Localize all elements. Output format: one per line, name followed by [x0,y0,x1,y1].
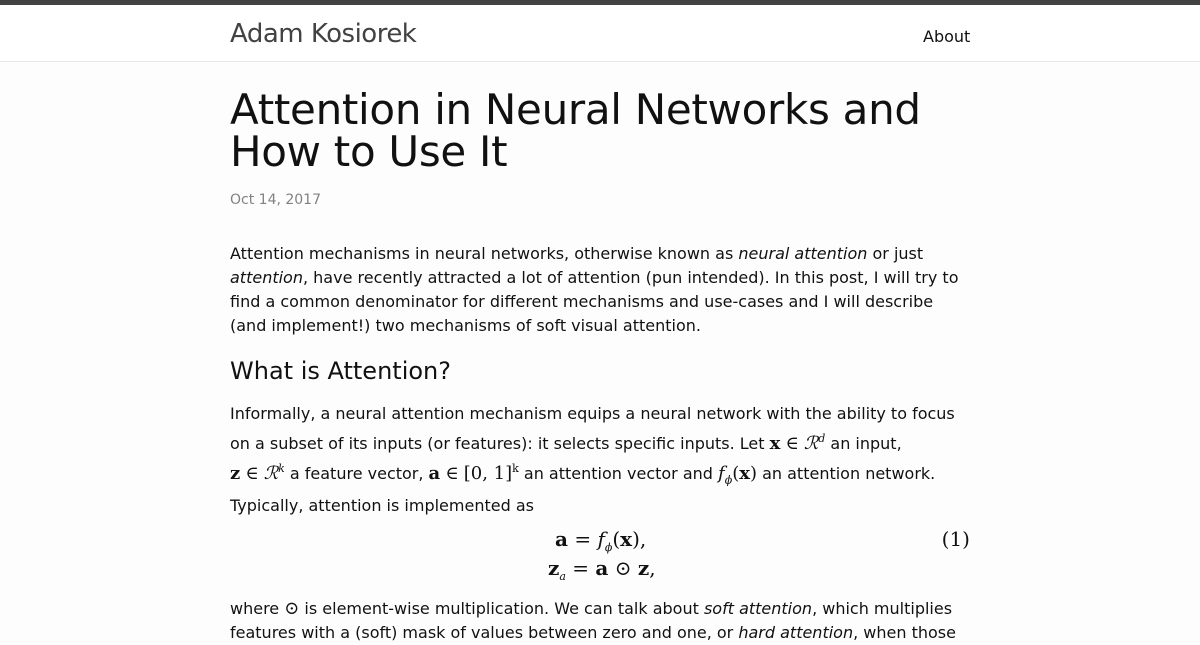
math-x-in-Rd: x [769,433,781,454]
intro-paragraph: Attention mechanisms in neural networks, otherwise known as neural attention or just attention, have recently attracted a lot of attention (pun intended). In this post, I will try to find a common denominator for different mechanisms and use-cases and I will describe (and implement!) two mechanisms of soft visual attention. [230,244,959,335]
equation-number: (1) [941,526,970,551]
equation-line-1: $a = f_\phi(x)$, [555,526,647,554]
nav-about-link[interactable]: About [923,27,971,46]
equation-line-2: $z_a = a$ ⊙ z, [548,555,656,583]
math-odot: ⊙ [284,597,300,619]
post-date: Oct 14, 2017 [230,192,321,208]
post-content [230,62,970,645]
equation-block [230,527,970,591]
section-heading: What is Attention? [230,357,451,385]
math-f-phi-x: $f_\phi$ [718,463,733,487]
attention-types-paragraph: where ⊙ is element-wise multiplication. We can talk about soft attention, which multiplies features with a (soft) mask of values between zero and one, or hard attention, when those [230,597,956,642]
post-title: Attention in Neural Networks and How to Use It [230,85,921,176]
math-z-in-Rk: z [230,463,241,484]
site-title-link[interactable]: Adam Kosiorek [230,19,417,49]
site-header [0,5,1200,62]
definition-paragraph: Informally, a neural attention mechanism equips a neural network with the ability to focus on a subset of its inputs (or features): it selects specific inputs. Let x ∈ ℛ$^d$ an input, z ∈ ℛ$^k$ a feature vector, a ∈ [0, 1]$^k$ an attention vector and $f_\phi(x)$ an attention network. Typically, attention is implemented as [230,404,955,515]
math-a-in-01k: a [428,463,441,484]
